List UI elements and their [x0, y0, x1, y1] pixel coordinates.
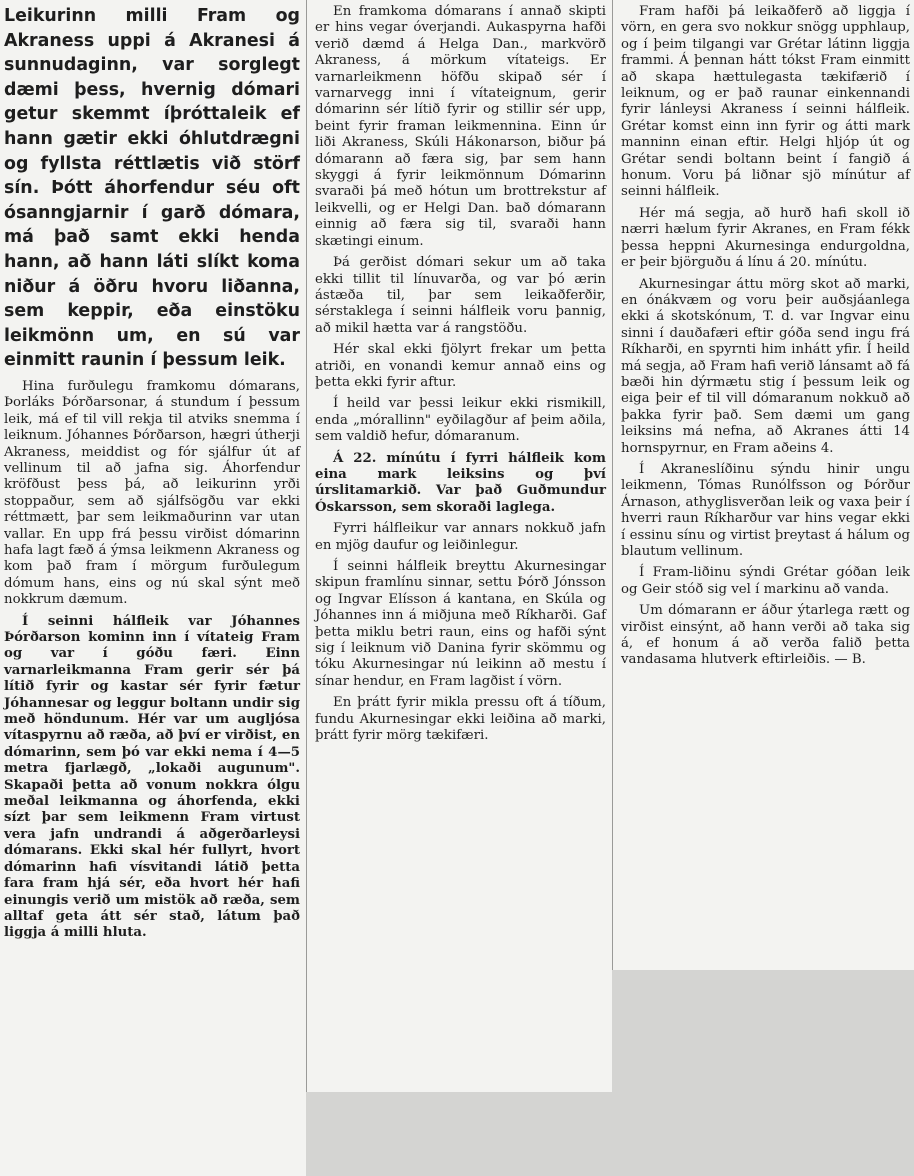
article-column-2: [306, 0, 612, 1092]
lead-paragraph: Leikurinn milli Fram og Akraness uppi á Akranesi á sunnudaginn, var sorglegt dæmi þess, hvernig dómari getur skemmt íþróttaleik ef hann gætir ekki óhlutdrægni og fyllsta réttlætis við störf sín. Þótt áhorfendur séu oft ósanngjarnir í garð dómara, má það samt ekki henda hann, að hann láti slíkt koma niður á öðru hvoru liðanna, sem keppir, eða einstöku leikmönn um, en sú var einmitt raunin í þessum leik.: [4, 6, 300, 371]
body-paragraph: Í Akraneslíðinu sýndu hinir ungu leikmenn, Tómas Runólfsson og Þórður Árnason, athyglisverðan leik og vaxa þeir í hverri raun Ríkharður var hins vegar ekki í essinu sínu og virtist þreytast á hálum og blautum vellinum.: [621, 461, 910, 559]
body-paragraph: Hér skal ekki fjölyrt frekar um þetta atriði, en vonandi kemur annað eins og þetta ekki fyrir aftur.: [315, 342, 606, 390]
body-paragraph: Í seinni hálfleik breyttu Akurnesingar skipun framlínu sinnar, settu Þórð Jónsson og Ingvar Elísson á kantana, en Skúla og Jóhannes inn á miðjuna með Ríkharði. Gaf þetta miklu betri raun, eins og hafði sýnt sig í leiknum við Danina fyrir skömmu og tóku Akurnesingar nú leikinn að mestu í sínar hendur, en Fram lagðist í vörn.: [315, 559, 606, 689]
article-column-3: [612, 0, 914, 970]
body-paragraph: Þá gerðist dómari sekur um að taka ekki tillit til línuvarða, og var þó ærin ástæða til, þar sem leikaðferðir, sérstaklega í seinni hálfleik voru þannig, að mikil hætta var á rangstöðu.: [315, 255, 606, 336]
body-paragraph: Um dómarann er áður ýtarlega rætt og virðist einsýnt, að hann verði að taka sig á, ef honum á að verða falið þetta vandasama hlutverk eftirleiðis. — B.: [621, 603, 910, 668]
body-paragraph: Fram hafði þá leikaðferð að liggja í vörn, en gera svo nokkur snögg upphlaup, og í þeim tilgangi var Grétar látinn liggja frammi. Á þennan hátt tókst Fram einmitt að skapa hættulegasta tækifærið í leiknum, og er það raunar einkennandi fyrir lánleysi Akraness í seinni hálfleik. Grétar komst einn inn fyrir og átti mark manninn einan eftir. Helgi hljóp út og Grétar sendi boltann beint í fangið á honum. Voru þá liðnar sjö mínútur af seinni hálfleik.: [621, 4, 910, 200]
body-paragraph: Hina furðulegu framkomu dómarans, Þorláks Þórðarsonar, á stundum í þessum leik, má ef til vill rekja til atviks snemma í leiknum. Jóhannes Þórðarson, hægri útherji Akraness, meiddist og fór sjálfur út af vellinum til að jafna sig. Áhorfendur kröfðust þess þá, að leikurinn yrði stoppaður, sem að sjálfsögðu var ekki réttmætt, þar sem leikmaðurinn var utan vallar. En upp frá þessu virðist dómarinn hafa lagt fæð á ýmsa leikmenn Akraness og kom það fram í mörgum furðulegum dómum hans, eins og nú skal sýnt með nokkrum dæmum.: [4, 378, 300, 608]
body-paragraph: Hér má segja, að hurð hafi skoll ið nærri hælum fyrir Akranes, en Fram fékk þessa heppni Akurnesinga endurgoldna, er þeir björguðu á línu á 20. mínútu.: [621, 205, 910, 271]
body-paragraph: Fyrri hálfleikur var annars nokkuð jafn en mjög daufur og leiðinlegur.: [315, 521, 606, 553]
body-paragraph: Í Fram-liðinu sýndi Grétar góðan leik og Geir stóð sig vel í markinu að vanda.: [621, 565, 910, 597]
body-paragraph-bold: Á 22. mínútu í fyrri hálfleik kom eina mark leiksins og því úrslitamarkið. Var það Guðmundur Óskarsson, sem skoraði laglega.: [315, 450, 606, 515]
body-paragraph: En framkoma dómarans í annað skipti er hins vegar óverjandi. Aukaspyrna hafði verið dæmd á Helga Dan., markvörð Akraness, á mörkum vítateigs. Er varnarleikmenn höfðu skipað sér í varnarvegg inni í vítateignum, gerir dómarinn sér lítið fyrir og stillir sér upp, beint fyrir framan leikmennina. Einn úr liði Akraness, Skúli Hákonarson, biður þá dómarann að færa sig, þar sem hann skyggi á fyrir leikmönnum Dómarinn svaraði þá með hótun um brottrekstur af leikvelli, og er Helgi Dan. bað dómarann einnig að færa sig til, svaraði hann skætingi einum.: [315, 4, 606, 249]
body-paragraph: Í heild var þessi leikur ekki rismikill, enda „mórallinn" eyðilagður af þeim aðila, sem valdið hefur, dómaranum.: [315, 396, 606, 445]
body-paragraph: Akurnesingar áttu mörg skot að marki, en ónákvæm og voru þeir auðsjáanlega ekki á skotskónum, T. d. var Ingvar einu sinni í dauðafæri eftir góða send ingu frá Ríkharði, en spyrnti him inhátt yfir. Í heild má segja, að Fram hafi verið lánsamt að fá bæði hin dýrmætu stig í þessum leik og eiga þeir ef til vill dómaranum nokkuð að þakka fyrir það. Sem dæmi um gang leiksins má nefna, að Akranes átti 14 hornspyrnur, en Fram aðeins 4.: [621, 276, 910, 456]
body-paragraph-bold: Í seinni hálfleik var Jóhannes Þórðarson kominn inn í vítateig Fram og var í góðu færi. Einn varnarleikmanna Fram gerir sér þá lítið fyrir og kastar sér fyrir fætur Jóhannesar og leggur boltann undir sig með höndunum. Hér var um augljósa vítaspyrnu að ræða, að því er virðist, en dómarinn, sem þó var ekki nema í 4—5 metra fjarlægð, „lokaði augunum". Skapaði þetta að vonum nokkra ólgu meðal leikmanna og áhorfenda, ekki sízt þar sem leikmenn Fram virtust vera jafn undrandi á aðgerðarleysi dómarans. Ekki skal hér fullyrt, hvort dómarinn hafi vísvitandi látið þetta fara fram hjá sér, eða hvort hér hafi einungis verið um mistök að ræða, sem alltaf geta átt sér stað, látum það liggja á milli hluta.: [4, 613, 300, 941]
article-column-1: [0, 0, 306, 1176]
body-paragraph: En þrátt fyrir mikla pressu oft á tíðum, fundu Akurnesingar ekki leiðina að marki, þrátt fyrir mörg tækifæri.: [315, 695, 606, 744]
